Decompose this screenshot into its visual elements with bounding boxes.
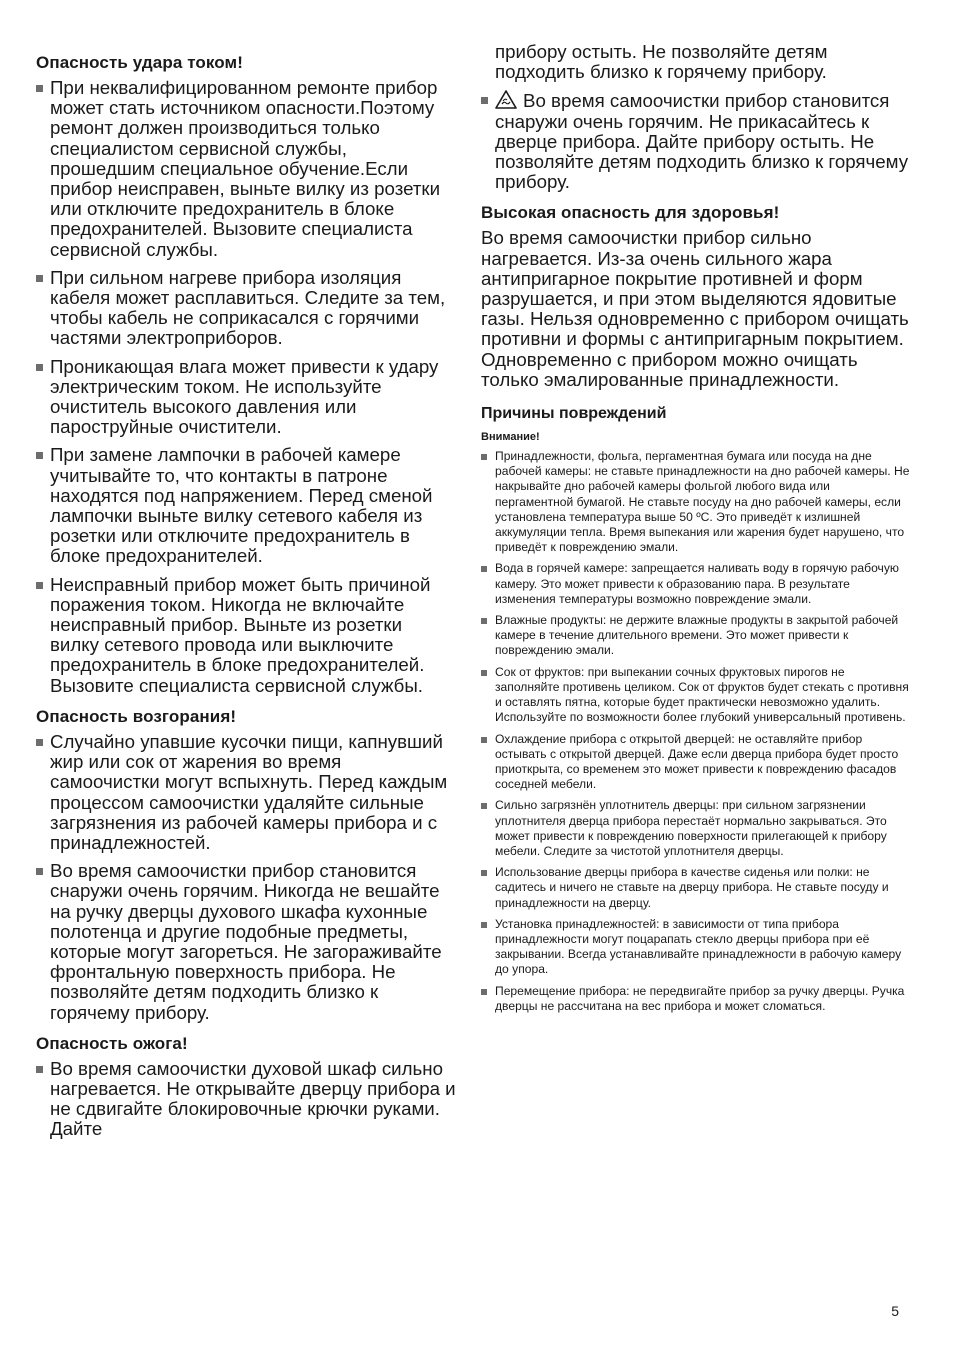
list-item: Перемещение прибора: не передвигайте прибор за ручку дверцы. Ручка дверцы не рассчитана на вес прибора и может сломаться. <box>481 984 911 1014</box>
list-item: Сок от фруктов: при выпекании сочных фруктовых пирогов не заполняйте противень целиком. Сок от фруктов будет стекать с противня и оставлять пятна, которые будет практически невозможно удалить. Используйте по возможности более глубокий универсальный противень. <box>481 665 911 726</box>
electric-shock-list <box>36 78 456 696</box>
burn-hazard-list <box>36 1059 456 1140</box>
list-item: Неисправный прибор может быть причиной поражения током. Никогда не включайте неисправный прибор. Выньте из розетки вилку сетевого провода или выключите предохранитель в блоке предохранителей. Вызовите специалиста сервисной службы. <box>36 575 456 696</box>
damage-causes-list <box>481 449 911 1014</box>
electric-shock-heading: Опасность удара током! <box>36 53 243 72</box>
list-item: При сильном нагреве прибора изоляция кабеля может расплавиться. Следите за тем, чтобы кабель не соприкасался с горячими частями электроприборов. <box>36 268 456 349</box>
list-item: Во время самоочистки духовой шкаф сильно нагревается. Не открывайте дверцу прибора и не сдвигайте блокировочные крючки руками. Дайте <box>36 1059 456 1140</box>
list-item: Влажные продукты: не держите влажные продукты в закрытой рабочей камере в течение длительного времени. Это может привести к повреждению эмали. <box>481 613 911 659</box>
list-item: При замене лампочки в рабочей камере учитывайте то, что контакты в патроне находятся под напряжением. Перед сменой лампочки выньте вилку сетевого кабеля из розетки или отключите предохранитель в блоке предохранителей. <box>36 445 456 566</box>
list-item: Во время самоочистки прибор становится снаружи очень горячим. Никогда не вешайте на ручку дверцы духового шкафа кухонные полотенца и другие подобные предметы, которые могут загореться. Не загораживайте фронтальную поверхность прибора. Не позволяйте детям подходить близко к горячему прибору. <box>36 861 456 1023</box>
list-item-continuation: прибору остыть. Не позволяйте детям подходить близко к горячему прибору. <box>495 41 828 83</box>
page-number: 5 <box>891 1303 899 1319</box>
list-item-text: Во время самоочистки прибор становится снаружи очень горячим. Не прикасайтесь к дверце прибора. Дайте прибору остыть. Не позволяйте детям подходить близко к горячему прибору. <box>495 90 909 193</box>
fire-hazard-heading: Опасность возгорания! <box>36 706 237 726</box>
list-item: Проникающая влага может привести к удару электрическим током. Не используйте очиститель высокого давления или пароструйные очистители. <box>36 357 456 438</box>
burn-hazard-list-continued <box>481 42 911 192</box>
list-item: Сильно загрязнён уплотнитель дверцы: при сильном загрязнении уплотнителя дверца прибора перестаёт нормально закрываться. Это может привести к повреждению поверхности прилегающей к прибору мебели. Следите за чистотой уплотнителя дверцы. <box>481 798 911 859</box>
list-item <box>481 90 911 192</box>
warning-triangle-icon <box>495 90 517 109</box>
list-item: Установка принадлежностей: в зависимости от типа прибора принадлежности могут поцарапать стекло дверцы прибора при её закрывании. Всегда устанавливайте принадлежности в рабочую камеру до упора. <box>481 917 911 978</box>
fire-hazard-list <box>36 732 456 1023</box>
list-item: Охлаждение прибора с открытой дверцей: не оставляйте прибор остывать с открытой дверцей. Даже если дверца прибора будет просто приоткрыта, со временем это может привести к повреждению фасадов соседней мебели. <box>481 732 911 793</box>
list-item: Использование дверцы прибора в качестве сиденья или полки: не садитесь и ничего не ставьте на дверцу прибора. Не ставьте посуду и принадлежности на дверцу. <box>481 865 911 911</box>
damage-causes-heading: Причины повреждений <box>481 405 667 423</box>
health-hazard-heading: Высокая опасность для здоровья! <box>481 203 780 223</box>
burn-hazard-heading: Опасность ожога! <box>36 1033 188 1053</box>
left-column <box>36 52 456 1150</box>
right-column <box>481 42 911 1020</box>
attention-label: Внимание! <box>481 431 540 444</box>
list-item: Вода в горячей камере: запрещается наливать воду в горячую рабочую камеру. Это может привести к образованию пара. В результате изменения температуры возможно повреждение эмали. <box>481 561 911 607</box>
list-item: При неквалифицированном ремонте прибор может стать источником опасности.Поэтому ремонт должен производиться только специалистом сервисной службы, прошедшим специальное обучение.Если прибор неисправен, выньте вилку из розетки или отключите предохранитель в блоке предохранителей. Вызовите специалиста сервисной службы. <box>36 78 456 260</box>
health-hazard-text: Во время самоочистки прибор сильно нагревается. Из-за очень сильного жара антипригарное покрытие противней и форм разрушается, и при этом выделяются ядовитые газы. Нельзя одновременно с прибором очищать противни и формы с антипригарным покрытием. Одновременно с прибором можно очищать только эмалированные принадлежности. <box>481 227 909 390</box>
list-item: Случайно упавшие кусочки пищи, капнувший жир или сок от жарения во время самоочистки могут вспыхнуть. Перед каждым процессом самоочистки удаляйте сильные загрязнения из рабочей камеры прибора и с принадлежностей. <box>36 732 456 853</box>
list-item: Принадлежности, фольга, пергаментная бумага или посуда на дне рабочей камеры: не ставьте принадлежности на дно рабочей камеры. Не накрывайте дно рабочей камеры фольгой любого вида или пергаментной бумагой. Не ставьте посуду на дно рабочей камеры, если установлена температура выше 50 ºC. Это приведёт к излишней аккумуляции тепла. Время выпекания или жарения будет нарушено, что приведёт к повреждению эмали. <box>481 449 911 555</box>
